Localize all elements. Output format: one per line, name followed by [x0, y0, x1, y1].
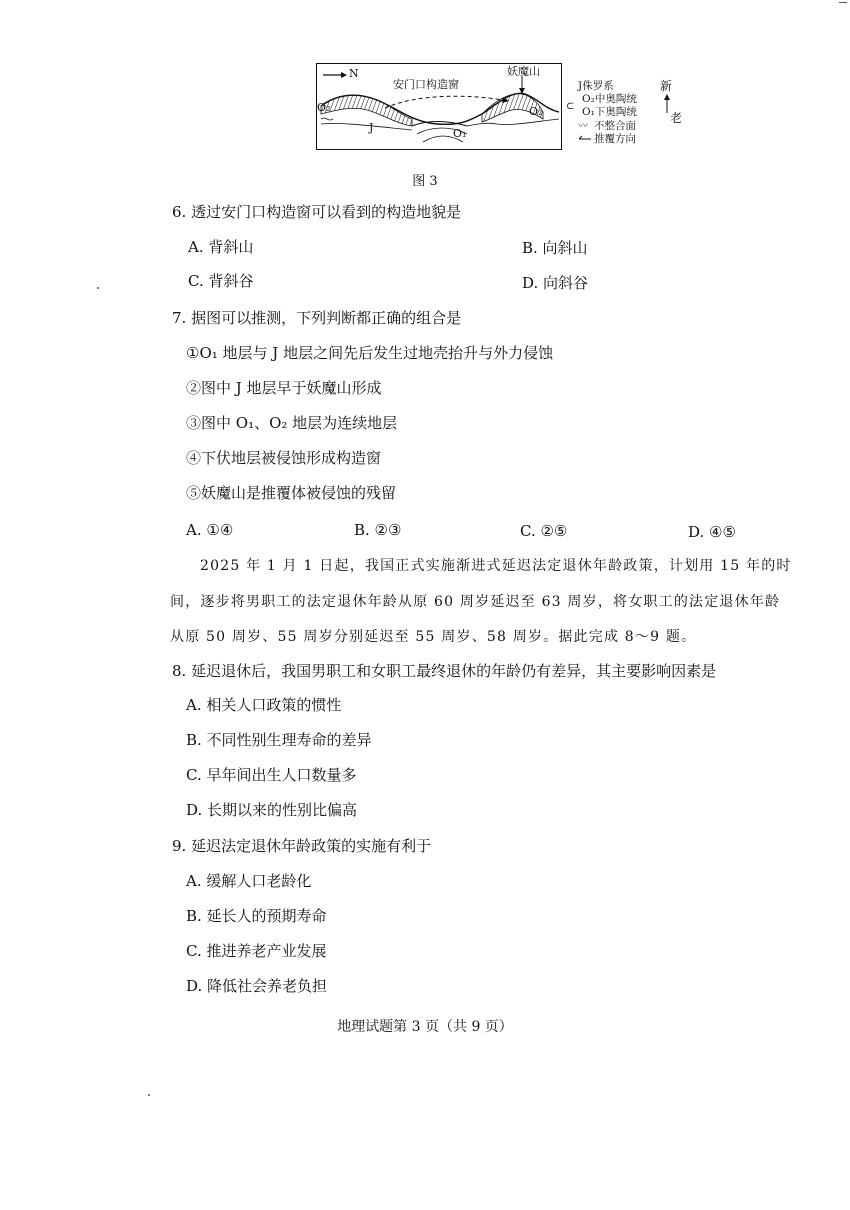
q7-statement-3: ③图中 O₁、O₂ 地层为连续地层: [186, 414, 398, 432]
q7-statement-1: ①O₁ 地层与 J 地层之间先后发生过地壳抬升与外力侵蚀: [186, 344, 554, 362]
q7-statement-4: ④下伏地层被侵蚀形成构造窗: [186, 449, 382, 467]
stratum-o2-left: O₂: [317, 101, 331, 114]
scan-speck: [97, 287, 99, 289]
stratum-j: J: [369, 121, 374, 134]
legend-item-middle-ordovician: O₂中奥陶统: [582, 93, 637, 105]
q8-option-b[interactable]: B. 不同性别生理寿命的差异: [186, 731, 372, 749]
question-6-stem: 6. 透过安门口构造窗可以看到的构造地貌是: [172, 203, 462, 221]
passage-line-3: 从原 50 周岁、55 周岁分别延迟至 55 周岁、58 周岁。据此完成 8～9 题。: [170, 629, 697, 645]
passage-line-2: 间，逐步将男职工的法定退休年龄从原 60 周岁延迟至 63 周岁，将女职工的法定退休年龄: [170, 594, 781, 610]
q7-statement-2: ②图中 J 地层早于妖魔山形成: [186, 379, 382, 397]
q7-option-b[interactable]: B. ②③: [354, 521, 402, 539]
legend-old-label: 老: [670, 111, 683, 125]
q9-option-a[interactable]: A. 缓解人口老龄化: [186, 872, 312, 890]
q8-option-d[interactable]: D. 长期以来的性别比偏高: [186, 801, 358, 819]
stratum-o1: O₁: [453, 127, 467, 140]
question-7-stem: 7. 据图可以推测，下列判断都正确的组合是: [172, 309, 462, 327]
legend-new-label: 新: [660, 79, 673, 93]
scan-speck: [839, 2, 847, 3]
q8-option-c[interactable]: C. 早年间出生人口数量多: [186, 766, 357, 784]
geology-cross-section: [316, 63, 562, 150]
q7-statement-5: ⑤妖魔山是推覆体被侵蚀的残留: [186, 484, 397, 502]
mountain-label: 妖魔山: [507, 65, 540, 78]
legend-item-unconformity: 不整合面: [594, 120, 636, 132]
q7-option-a[interactable]: A. ①④: [186, 521, 234, 539]
thrust-arrow-icon: [578, 133, 592, 143]
legend-item-jurassic: J侏罗系: [578, 80, 614, 92]
q9-option-d[interactable]: D. 降低社会养老负担: [186, 977, 328, 995]
passage-line-1: 2025 年 1 月 1 日起，我国正式实施渐进式延迟法定退休年龄政策，计划用 15 年的时: [200, 558, 792, 574]
q8-option-a[interactable]: A. 相关人口政策的惯性: [186, 696, 342, 714]
page-footer: 地理试题第 3 页（共 9 页）: [337, 1019, 513, 1035]
figure-caption: 图 3: [412, 174, 438, 189]
q6-option-c[interactable]: C. 背斜谷: [188, 272, 254, 290]
q9-option-b[interactable]: B. 延长人的预期寿命: [186, 907, 327, 925]
legend-item-lower-ordovician: O₁下奥陶统: [582, 106, 637, 118]
window-label: 安门口构造窗: [393, 78, 459, 91]
q6-option-a[interactable]: A. 背斜山: [188, 238, 254, 256]
legend-bracket-icon: ⊂: [566, 101, 575, 112]
scan-speck: [148, 1094, 150, 1096]
q9-option-c[interactable]: C. 推进养老产业发展: [186, 942, 327, 960]
q6-option-d[interactable]: D. 向斜谷: [522, 274, 589, 292]
unconformity-icon: 〰: [578, 121, 588, 132]
q7-option-c[interactable]: C. ②⑤: [520, 522, 568, 540]
question-9-stem: 9. 延迟法定退休年龄政策的实施有利于: [172, 837, 432, 855]
north-label: N: [349, 67, 359, 80]
stratum-o2-right: O₂: [529, 105, 543, 118]
legend-item-thrust-direction: 推覆方向: [594, 133, 636, 145]
q6-option-b[interactable]: B. 向斜山: [522, 239, 588, 257]
q7-option-d[interactable]: D. ④⑤: [688, 523, 736, 541]
question-8-stem: 8. 延迟退休后，我国男职工和女职工最终退休的年龄仍有差异，其主要影响因素是: [172, 662, 717, 680]
